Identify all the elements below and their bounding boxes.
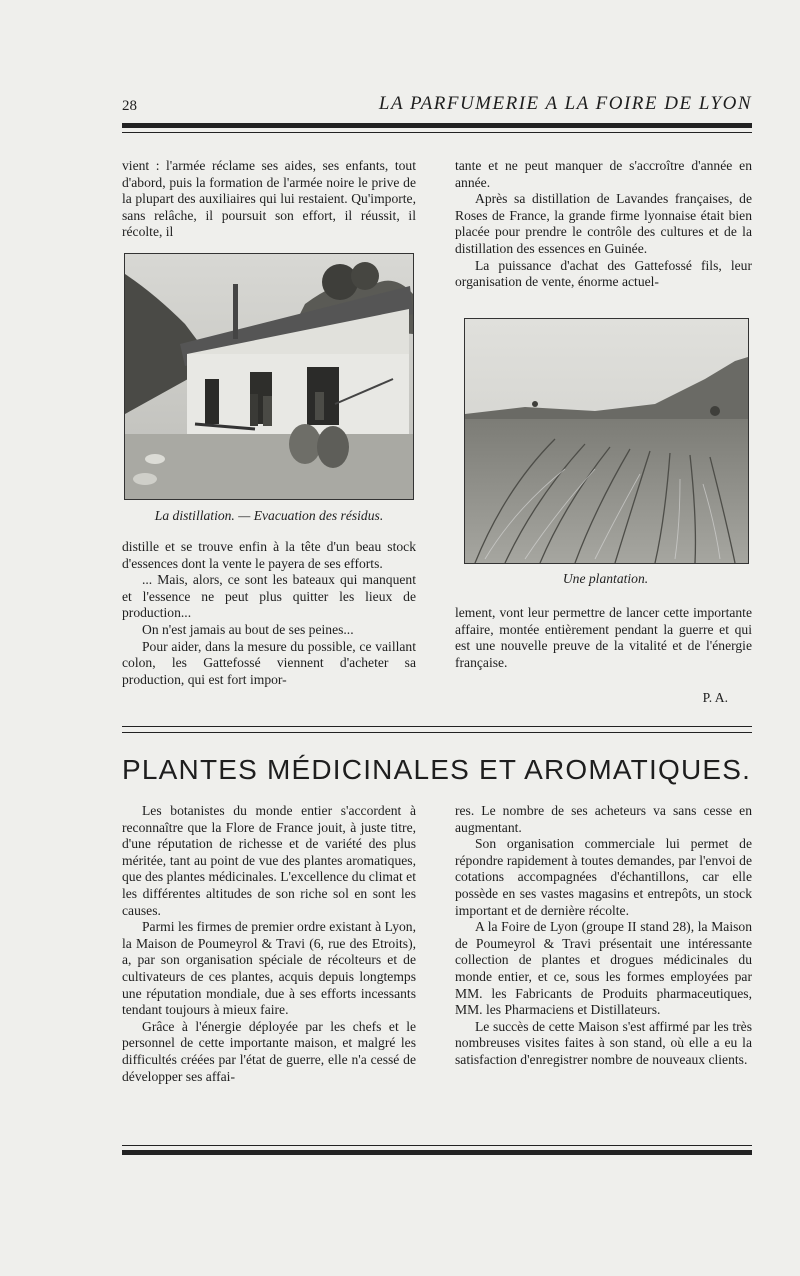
paragraph: Les botanistes du monde entier s'accordent à reconnaître que la Flore de France jouit, à juste titre, d'une réputation de richesse et de variété des plus méritée, tant au point de vue des plantes aromatiques, que des plantes médicinales. L'excellence du climat et les différentes altitudes de son riche sol en sont les causes. bbox=[122, 803, 416, 918]
paragraph: ... Mais, alors, ce sont les bateaux qui manquent et l'essence ne peut plus quitter les lieux de production... bbox=[122, 572, 416, 621]
photo1-caption: La distillation. — Evacuation des résidus. bbox=[154, 508, 384, 523]
paragraph: On n'est jamais au bout de ses peines... bbox=[142, 621, 354, 637]
paragraph: res. Le nombre de ses acheteurs va sans cesse en augmentant. bbox=[455, 803, 752, 835]
photo-plantation bbox=[464, 318, 749, 564]
section-rule bbox=[122, 726, 752, 727]
page-number: 28 bbox=[122, 98, 137, 114]
paragraph: lement, vont leur permettre de lancer cette importante affaire, montée entièrement pendant la guerre et qui est une nouvelle preuve de la vitalité et de l'énergie française. bbox=[455, 605, 752, 670]
paragraph: Parmi les firmes de premier ordre existant à Lyon, la Maison de Poumeyrol & Travi (6, rue des Etroits), a, par son organisation spéciale de récolteurs et de cultivateurs de ces plantes, acquis depuis longtemps une réputation mondiale, due à ses efforts incessants tendant toujours à mieux faire. bbox=[122, 919, 416, 1018]
footer-rule-thin bbox=[122, 1145, 752, 1146]
author-signature: P. A. bbox=[702, 690, 728, 705]
photo2-caption: Une plantation. bbox=[562, 571, 649, 586]
paragraph: Son organisation commerciale lui permet de répondre rapidement à toutes demandes, par l'envoi de cotations accompagnées d'échantillons, car elle possède en ses vastes magasins et entrepôts, un stock important et de dernière récolte. bbox=[455, 836, 752, 918]
plantation-illustration bbox=[465, 319, 748, 563]
paragraph: Grâce à l'énergie déployée par les chefs et le personnel de cette importante maison, et malgré les difficultés créées par l'état de guerre, elle n'a cessé de développer ses affai- bbox=[122, 1018, 416, 1084]
paragraph: tante et ne peut manquer de s'accroître d'année en année. bbox=[455, 158, 752, 190]
paragraph: distille et se trouve enfin à la tête d'un beau stock d'essences dont la vente le payera de ses efforts. bbox=[122, 539, 416, 571]
paragraph: La puissance d'achat des Gattefossé fils, leur organisation de vente, énorme actuel- bbox=[455, 257, 752, 290]
paragraph: Pour aider, dans la mesure du possible, ce vaillant colon, les Gattefossé viennent d'acheter sa production, qui est fort impor- bbox=[122, 638, 416, 687]
distillery-illustration bbox=[125, 254, 413, 499]
section-rule-2 bbox=[122, 732, 752, 733]
header-rule bbox=[122, 123, 752, 128]
article2-col1 bbox=[122, 803, 416, 1085]
paragraph: A la Foire de Lyon (groupe II stand 28), la Maison de Poumeyrol & Travi présentait une intéressante collection de plantes et drogues médicinales du monde entier, et ce, sous les formes employées par MM. les Fabricants de Produits pharmaceutiques, MM. les Pharmaciens et Distillateurs. bbox=[455, 919, 752, 1018]
paragraph: Le succès de cette Maison s'est affirmé par les très nombreuses visites faites à son stand, où elle a eu la satisfaction d'enregistrer nombre de nouveaux clients. bbox=[455, 1018, 752, 1067]
paragraph: Après sa distillation de Lavandes françaises, de Roses de France, la grande firme lyonnaise était bien placée pour prendre le contrôle des cultures et de la distillation des essences en Guinée. bbox=[455, 191, 752, 256]
article1-col2-top bbox=[455, 158, 752, 291]
paragraph: vient : l'armée réclame ses aides, ses enfants, tout d'abord, puis la formation de l'armée noire le prive de la plupart des auxiliaires qui lui restaient. Qu'importe, sans relâche, il poursuit son effort, il réussit, il récolte, il bbox=[122, 158, 416, 240]
article1-col1-top bbox=[122, 158, 416, 241]
section-title: PLANTES MÉDICINALES ET AROMATIQUES. bbox=[122, 754, 752, 785]
article1-col2-bottom bbox=[455, 605, 752, 671]
article1-col1-bottom bbox=[122, 539, 416, 688]
article2-col2 bbox=[455, 803, 752, 1069]
running-title: LA PARFUMERIE A LA FOIRE DE LYON bbox=[378, 93, 752, 114]
header-rule-thin bbox=[122, 132, 752, 133]
photo-distillation bbox=[124, 253, 414, 500]
footer-rule bbox=[122, 1150, 752, 1155]
